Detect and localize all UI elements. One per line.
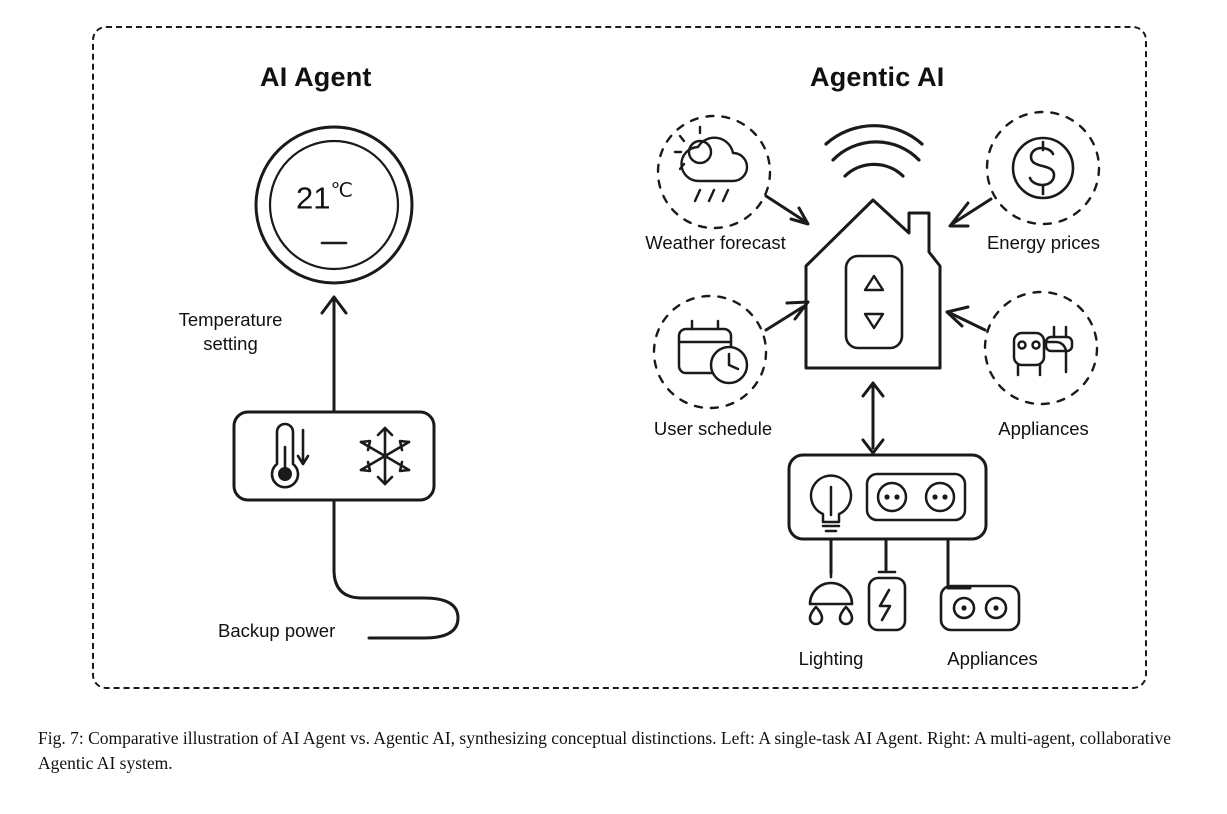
sun-cloud-rain-icon <box>675 127 747 201</box>
label-temperature-setting <box>138 308 323 356</box>
double-socket-icon <box>867 474 965 520</box>
label-appliances-output: Appliances <box>947 648 1038 669</box>
power-cable-icon <box>334 500 458 638</box>
label-temperature-setting-line1: Temperature <box>178 309 283 330</box>
lamp-icon <box>810 573 852 624</box>
climate-device-box <box>234 412 434 500</box>
thermostat-temperature <box>296 178 353 216</box>
plug-appliance-icon <box>1014 327 1072 375</box>
arrow-up-icon <box>322 297 346 412</box>
dollar-coin-icon <box>1013 138 1073 198</box>
thermostat-value: 21 <box>296 180 331 216</box>
snowflake-icon <box>361 428 409 484</box>
user-schedule-node <box>654 296 808 408</box>
label-weather-forecast: Weather forecast <box>645 232 786 253</box>
label-appliances-input: Appliances <box>998 418 1089 439</box>
thermometer-icon <box>272 424 308 487</box>
weather-forecast-node <box>658 116 808 228</box>
panel-title-agentic-ai: Agentic AI <box>810 62 945 92</box>
label-backup-power: Backup power <box>218 620 336 641</box>
devices-bar <box>789 455 986 539</box>
house-icon <box>806 200 940 368</box>
house-control-panel <box>846 256 902 348</box>
energy-prices-node <box>950 112 1099 226</box>
label-user-schedule: User schedule <box>653 418 773 439</box>
panel-title-ai-agent: AI Agent <box>260 62 372 92</box>
wifi-signal-icon <box>826 126 922 176</box>
socket-outlet-icon <box>941 586 1019 630</box>
bidirectional-arrow-icon <box>863 383 883 453</box>
calendar-clock-icon <box>679 321 747 383</box>
label-temperature-setting-line2: setting <box>203 333 258 355</box>
label-lighting: Lighting <box>798 648 864 669</box>
label-energy-prices: Energy prices <box>986 232 1101 253</box>
battery-bolt-icon <box>869 572 905 630</box>
figure-caption: Fig. 7: Comparative illustration of AI Agent vs. Agentic AI, synthesizing conceptual distinctions. Left: A single-task AI Agent. Right: A multi-agent, collaborative Agentic AI system. <box>38 728 1171 774</box>
appliances-input-node <box>947 292 1097 404</box>
bulb-icon <box>811 476 851 531</box>
connector-appliances <box>948 539 970 588</box>
thermostat-unit: ℃ <box>330 180 353 202</box>
